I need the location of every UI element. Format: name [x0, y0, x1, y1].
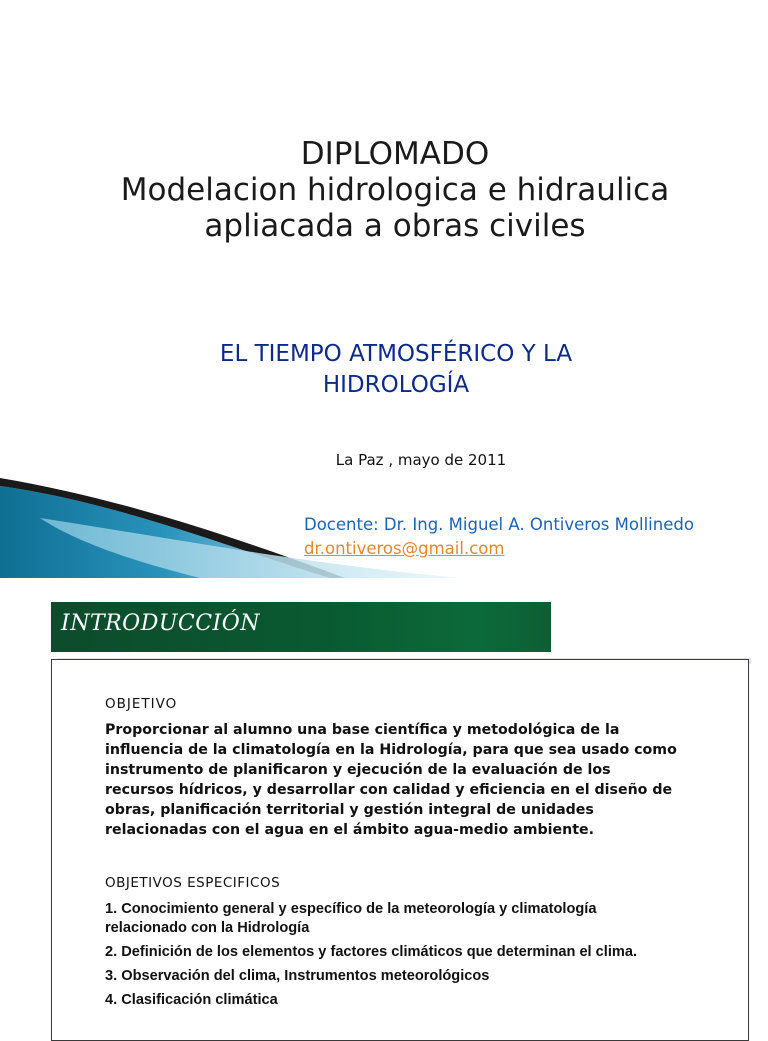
- objetivo-line: Proporcionar al alumno una base científica y metodológica de la: [105, 722, 620, 738]
- list-item: [105, 900, 745, 938]
- list-item-line: 4. Clasificación climática: [105, 992, 278, 1008]
- title-line: apliacada a obras civiles: [204, 208, 586, 244]
- list-item-line: 3. Observación del clima, Instrumentos meteorológicos: [105, 968, 490, 984]
- objetivo-line: relacionadas con el agua en el ámbito agua-medio ambiente.: [105, 822, 595, 838]
- subtitle-line: HIDROLOGÍA: [322, 372, 470, 398]
- email-link[interactable]: dr.ontiveros@gmail.com: [304, 539, 505, 558]
- list-item-line: 2. Definición de los elementos y factores climáticos que determinan el clima.: [105, 944, 638, 960]
- list-item-line: relacionado con la Hidrología: [105, 920, 310, 936]
- list-item: [105, 967, 745, 986]
- objetivo-line: recursos hídricos, y desarrollar con calidad y eficiencia en el diseño de: [105, 782, 673, 798]
- subtitle-line: EL TIEMPO ATMOSFÉRICO Y LA: [219, 341, 573, 367]
- objetivo-line: instrumento de planificaron y ejecución de la evaluación de los: [105, 762, 611, 778]
- title-line: DIPLOMADO: [300, 136, 490, 172]
- list-item-line: 1. Conocimiento general y específico de la meteorología y climatología: [105, 901, 597, 917]
- content-box: [51, 659, 749, 1041]
- intro-title: INTRODUCCIÓN: [61, 611, 261, 636]
- objetivo-line: obras, planificación territorial y gestión integral de unidades: [105, 802, 594, 818]
- list-item: [105, 943, 745, 962]
- title-line: Modelacion hidrologica e hidraulica: [120, 172, 670, 208]
- slide-title: [0, 136, 768, 244]
- place-date: La Paz , mayo de 2011: [335, 451, 507, 469]
- objetivo-paragraph: [105, 720, 740, 840]
- introduction-slide: [0, 578, 768, 1024]
- especificos-list: [105, 900, 745, 1015]
- especificos-heading: OBJETIVOS ESPECIFICOS: [105, 875, 281, 891]
- objetivo-heading: OBJETIVO: [105, 696, 178, 712]
- slide-subtitle: [0, 339, 768, 401]
- intro-banner: [51, 602, 551, 652]
- docente-label: Docente: Dr. Ing. Miguel A. Ontiveros Mollinedo: [304, 515, 694, 534]
- objetivo-line: influencia de la climatología en la Hidrología, para que sea usado como: [105, 742, 677, 758]
- list-item: [105, 991, 745, 1010]
